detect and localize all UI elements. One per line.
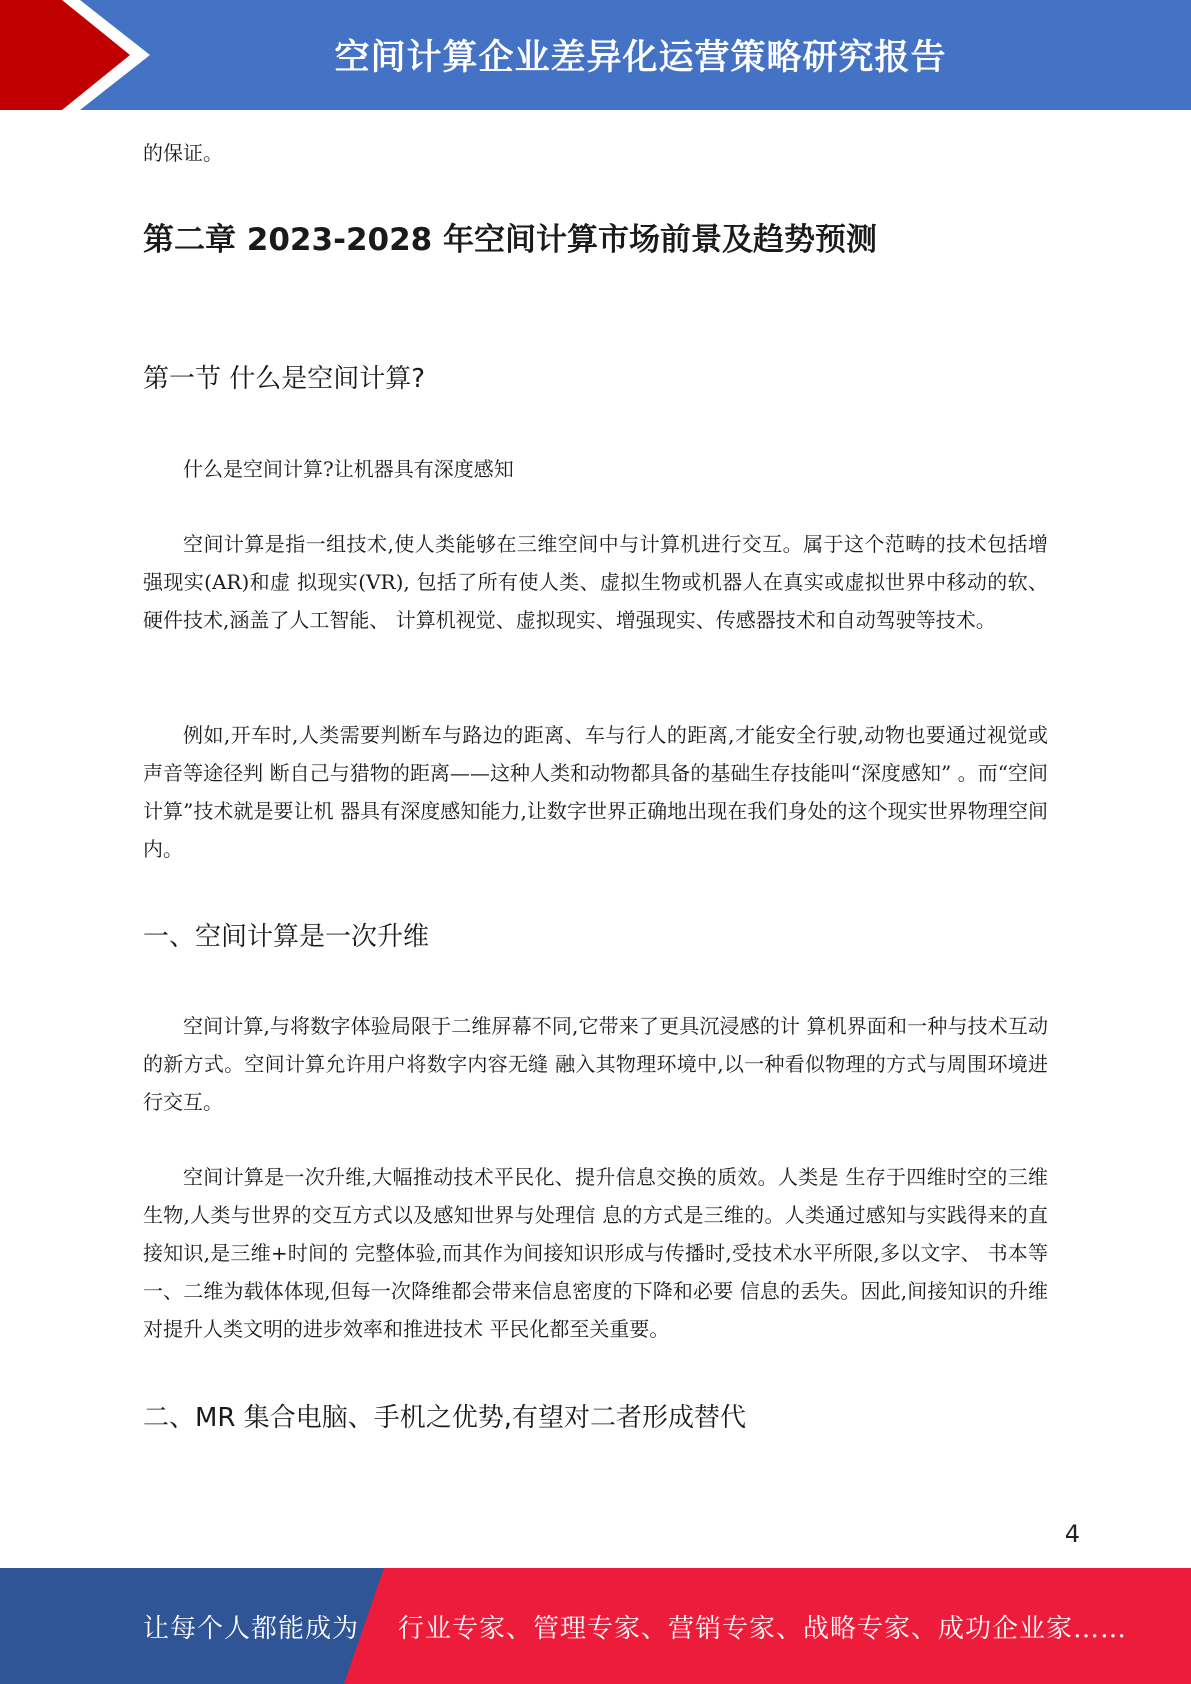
chapter-title: 第二章 2023-2028 年空间计算市场前景及趋势预测 [143,222,878,258]
page-header [0,0,1191,110]
report-title: 空间计算企业差异化运营策略研究报告 [334,38,947,78]
subheading-mr: 二、MR 集合电脑、手机之优势,有望对二者形成替代 [143,1403,747,1433]
paragraph-upgrade: 空间计算是一次升维,大幅推动技术平民化、提升信息交换的质效。人类是 生存于四维时空的三维生物,人类与世界的交互方式以及感知世界与处理信 息的方式是三维的。人类通过感知与实践得来的直接知识,是三维+时间的 完整体验,而其作为间接知识形成与传播时,受技术水平所限,多以文字、 书本等一、二维为载体体现,但每一次降维都会带来信息密度的下降和必要 信息的丢失。因此,间接知识的升维对提升人类文明的进步效率和推进技术 平民化都至关重要。 [143,1165,1048,1341]
footer-slogan-right: 行业专家、管理专家、营销专家、战略专家、成功企业家…… [398,1613,1128,1644]
page-footer [0,1568,1191,1684]
paragraph-example: 例如,开车时,人类需要判断车与路边的距离、车与行人的距离,才能安全行驶,动物也要通过视觉或声音等途径判 断自己与猎物的距离——这种人类和动物都具备的基础生存技能叫“深度感知” 。而“空间计算”技术就是要让机 器具有深度感知能力,让数字世界正确地出现在我们身处的这个现实世界物理空间内。 [143,723,1048,861]
continuation-text: 的保证。 [143,141,223,165]
subheading-dimension: 一、空间计算是一次升维 [143,922,430,952]
page-number: 4 [1064,1520,1080,1548]
header-chevron-decoration [0,0,160,110]
paragraph-definition: 空间计算是指一组技术,使人类能够在三维空间中与计算机进行交互。属于这个范畴的技术包括增强现实(AR)和虚 拟现实(VR), 包括了所有使人类、虚拟生物或机器人在真实或虚拟世界中移动的软、硬件技术,涵盖了人工智能、 计算机视觉、虚拟现实、增强现实、传感器技术和自动驾驶等技术。 [143,532,1048,632]
section-title: 第一节 什么是空间计算? [143,364,426,394]
footer-slogan-left: 让每个人都能成为 [143,1613,360,1644]
paragraph-intro: 什么是空间计算?让机器具有深度感知 [183,457,514,481]
paragraph-immersive: 空间计算,与将数字体验局限于二维屏幕不同,它带来了更具沉浸感的计 算机界面和一种与技术互动的新方式。空间计算允许用户将数字内容无缝 融入其物理环境中,以一种看似物理的方式与周围环境进行交互。 [143,1014,1048,1114]
